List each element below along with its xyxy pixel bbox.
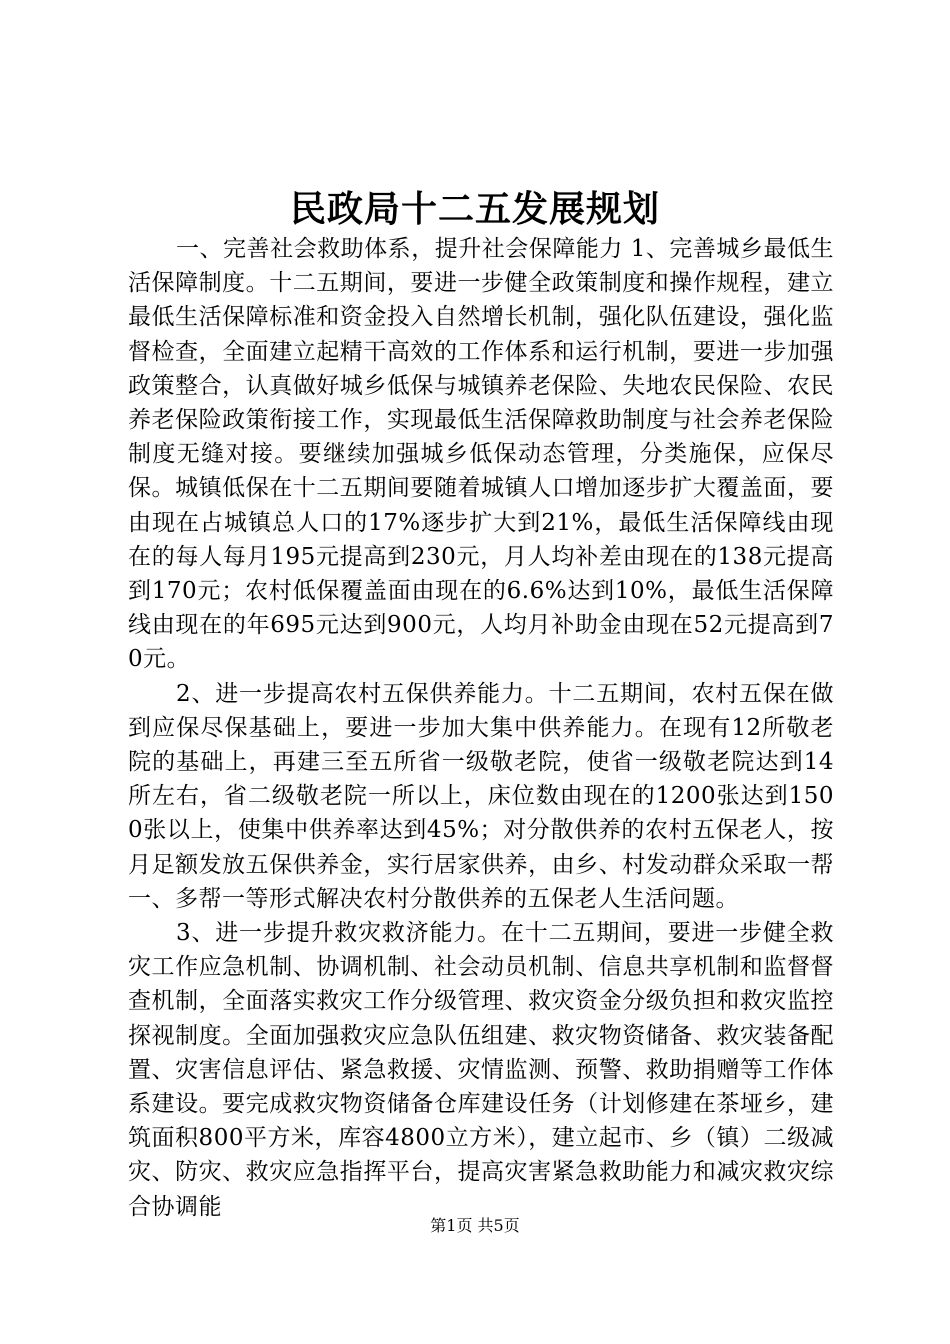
paragraph-3: 3、进一步提升救灾救济能力。在十二五期间，要进一步健全救灾工作应急机制、协调机制、社会动员机制、信息共享机制和监督督查机制，全面落实救灾工作分级管理、救灾资金分级负担和救灾监控探视制度。全面加强救灾应急队伍组建、救灾物资储备、救灾装备配置、灾害信息评估、紧急救援、灾情监测、预警、救助捐赠等工作体系建设。要完成救灾物资储备仓库建设任务（计划修建在茶垭乡，建筑面积800平方米，库容4800立方米），建立起市、乡（镇）二级减灾、防灾、救灾应急指挥平台，提高灾害紧急救助能力和减灾救灾综合协调能 xyxy=(128,920,834,1220)
page-footer: 第1页 共5页 xyxy=(430,1216,520,1235)
paragraph-2: 2、进一步提高农村五保供养能力。十二五期间，农村五保在做到应保尽保基础上，要进一步加大集中供养能力。在现有12所敬老院的基础上，再建三至五所省一级敬老院，使省一级敬老院达到14所左右，省二级敬老院一所以上，床位数由现在的1200张达到1500张以上，使集中供养率达到45%；对分散供养的农村五保老人，按月足额发放五保供养金，实行居家供养，由乡、村发动群众采取一帮一、多帮一等形式解决农村分散供养的五保老人生活问题。 xyxy=(128,680,834,912)
document-title: 民政局十二五发展规划 xyxy=(289,188,660,230)
document-body xyxy=(128,232,834,1224)
paragraph-1: 一、完善社会救助体系，提升社会保障能力 1、完善城乡最低生活保障制度。十二五期间，要进一步健全政策制度和操作规程，建立最低生活保障标准和资金投入自然增长机制，强化队伍建设，强化监督检查，全面建立起精干高效的工作体系和运行机制，要进一步加强政策整合，认真做好城乡低保与城镇养老保险、失地农民保险、农民养老保险政策衔接工作，实现最低生活保障救助制度与社会养老保险制度无缝对接。要继续加强城乡低保动态管理，分类施保，应保尽保。城镇低保在十二五期间要随着城镇人口增加逐步扩大覆盖面，要由现在占城镇总人口的17%逐步扩大到21%，最低生活保障线由现在的每人每月195元提高到230元，月人均补差由现在的138元提高到170元；农村低保覆盖面由现在的6.6%达到10%，最低生活保障线由现在的年695元达到900元，人均月补助金由现在52元提高到70元。 xyxy=(128,236,834,673)
